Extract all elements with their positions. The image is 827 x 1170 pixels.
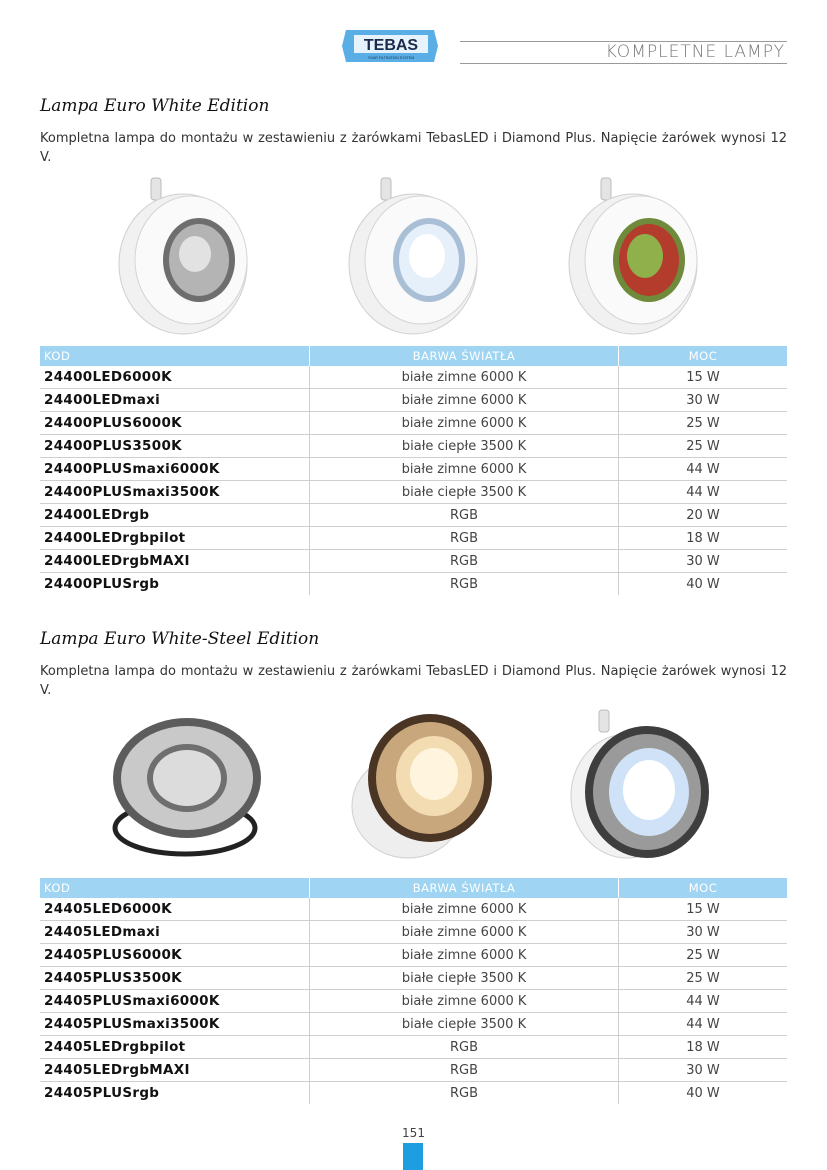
- cell-kod: 24405PLUSrgb: [44, 1085, 160, 1101]
- cell-kod: 24400LEDrgbMAXI: [40, 550, 310, 573]
- column-header-barwa: BARWA ŚWIATŁA: [310, 878, 619, 898]
- table-row: [40, 504, 787, 527]
- column-header-moc: MOC: [619, 878, 788, 898]
- section1-table: [40, 346, 787, 595]
- table-row: [40, 412, 787, 435]
- cell-barwa: RGB: [310, 1082, 619, 1105]
- cell-moc: 40 W: [619, 573, 788, 596]
- table-row: [40, 481, 787, 504]
- cell-moc: 44 W: [619, 990, 788, 1013]
- cell-barwa: białe zimne 6000 K: [310, 366, 619, 389]
- cell-kod: 24400LEDrgbpilot: [40, 527, 310, 550]
- cell-kod: 24405LED6000K: [40, 898, 310, 921]
- column-header-barwa: BARWA ŚWIATŁA: [310, 346, 619, 366]
- cell-barwa: białe zimne 6000 K: [310, 389, 619, 412]
- table-row: [40, 573, 787, 596]
- section1-description: Kompletna lampa do montażu w zestawieniu z żarówkami TebasLED i Diamond Plus. Napięcie żarówek wynosi 12 V.: [40, 131, 787, 165]
- cell-moc: 30 W: [619, 389, 788, 412]
- cell-kod: 24400LED6000K: [40, 366, 310, 389]
- section1-title: Lampa Euro White Edition: [40, 96, 270, 116]
- table-row: [40, 389, 787, 412]
- cell-moc: 30 W: [619, 1059, 788, 1082]
- cell-moc: 30 W: [619, 550, 788, 573]
- cell-barwa: białe zimne 6000 K: [310, 921, 619, 944]
- table-row: [40, 366, 787, 389]
- table-row: [40, 1082, 787, 1105]
- cell-barwa: RGB: [310, 1036, 619, 1059]
- cell-moc: 30 W: [619, 921, 788, 944]
- section2-table: [40, 878, 787, 1104]
- cell-barwa: białe ciepłe 3500 K: [310, 1013, 619, 1036]
- lamp-photo-steel-halogen: [105, 708, 265, 868]
- cell-moc: 15 W: [619, 366, 788, 389]
- lamp-photo-led-white: [345, 176, 485, 336]
- column-header-moc: MOC: [619, 346, 788, 366]
- cell-moc: 40 W: [619, 1082, 788, 1105]
- cell-kod: 24405PLUS6000K: [40, 944, 310, 967]
- lamp-photo-steel-warm: [330, 708, 500, 868]
- cell-barwa: białe zimne 6000 K: [310, 458, 619, 481]
- cell-kod: 24405LEDrgbpilot: [40, 1036, 310, 1059]
- section2-photos: [40, 708, 787, 868]
- logo-text: TEBAS: [363, 37, 419, 54]
- cell-kod: 24405PLUS3500K: [40, 967, 310, 990]
- table-row: [40, 944, 787, 967]
- table-row: [40, 1036, 787, 1059]
- cell-moc: 20 W: [619, 504, 788, 527]
- cell-barwa: RGB: [310, 573, 619, 596]
- cell-kod: 24400LEDrgb: [40, 504, 310, 527]
- table-row: [40, 527, 787, 550]
- cell-moc: 44 W: [619, 481, 788, 504]
- cell-kod: 24405LEDrgbMAXI: [40, 1059, 310, 1082]
- lamp-photo-led-rgb: [565, 176, 705, 336]
- cell-barwa: RGB: [310, 550, 619, 573]
- cell-barwa: białe ciepłe 3500 K: [310, 481, 619, 504]
- page-title: KOMPLETNE LAMPY: [605, 42, 785, 62]
- section2-title: Lampa Euro White-Steel Edition: [40, 629, 320, 649]
- cell-moc: 18 W: [619, 1036, 788, 1059]
- lamp-photo-halogen: [115, 176, 255, 336]
- cell-barwa: RGB: [310, 504, 619, 527]
- cell-kod: 24400LEDmaxi: [40, 389, 310, 412]
- cell-moc: 44 W: [619, 458, 788, 481]
- cell-barwa: białe zimne 6000 K: [310, 898, 619, 921]
- cell-kod: 24400PLUSrgb: [44, 576, 160, 592]
- table-header-row: [40, 346, 787, 366]
- cell-moc: 15 W: [619, 898, 788, 921]
- page-number: 151: [402, 1126, 425, 1140]
- table-row: [40, 990, 787, 1013]
- cell-moc: 25 W: [619, 412, 788, 435]
- cell-barwa: RGB: [310, 527, 619, 550]
- cell-barwa: białe zimne 6000 K: [310, 412, 619, 435]
- table-row: [40, 435, 787, 458]
- logo-subtitle: YOUR FILTRATION SYSTEM: [367, 56, 415, 60]
- cell-kod: 24400PLUSmaxi6000K: [40, 458, 310, 481]
- cell-moc: 25 W: [619, 435, 788, 458]
- cell-moc: 25 W: [619, 944, 788, 967]
- tebas-logo: [340, 28, 440, 64]
- cell-kod: 24405LEDmaxi: [40, 921, 310, 944]
- cell-kod: 24405PLUSmaxi3500K: [40, 1013, 310, 1036]
- cell-barwa: białe ciepłe 3500 K: [310, 435, 619, 458]
- column-header-kod: KOD: [40, 346, 310, 366]
- table-row: [40, 550, 787, 573]
- table-row: [40, 921, 787, 944]
- cell-kod: 24400PLUS6000K: [40, 412, 310, 435]
- page-marker-bar: [403, 1143, 423, 1170]
- cell-moc: 44 W: [619, 1013, 788, 1036]
- section1-photos: [40, 176, 787, 336]
- cell-kod: 24405PLUSmaxi6000K: [40, 990, 310, 1013]
- table-row: [40, 1059, 787, 1082]
- table-row: [40, 898, 787, 921]
- cell-barwa: białe zimne 6000 K: [310, 990, 619, 1013]
- cell-moc: 25 W: [619, 967, 788, 990]
- cell-barwa: białe ciepłe 3500 K: [310, 967, 619, 990]
- cell-kod: 24400PLUSmaxi3500K: [40, 481, 310, 504]
- table-row: [40, 458, 787, 481]
- cell-kod: 24400PLUS3500K: [40, 435, 310, 458]
- table-header-row: [40, 878, 787, 898]
- lamp-photo-steel-led: [565, 708, 715, 868]
- column-header-kod: KOD: [40, 878, 310, 898]
- cell-barwa: RGB: [310, 1059, 619, 1082]
- table-row: [40, 1013, 787, 1036]
- section2-description: Kompletna lampa do montażu w zestawieniu z żarówkami TebasLED i Diamond Plus. Napięcie żarówek wynosi 12 V.: [40, 664, 787, 698]
- header-divider-bottom: [460, 63, 787, 64]
- cell-barwa: białe zimne 6000 K: [310, 944, 619, 967]
- table-row: [40, 967, 787, 990]
- cell-moc: 18 W: [619, 527, 788, 550]
